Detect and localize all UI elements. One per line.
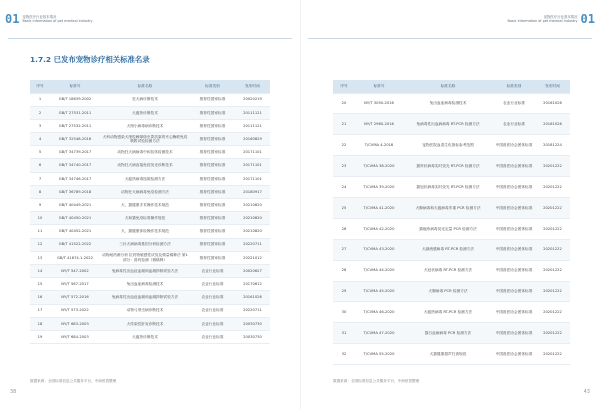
cell-index: 18	[30, 317, 50, 330]
cell-date: 20201222	[535, 323, 570, 344]
cell-standard-no: GB/T 34746-2017	[50, 172, 100, 185]
cell-date: 20171101	[235, 172, 270, 185]
page-number: 43	[583, 389, 590, 395]
cell-category: 推荐性国家标准	[190, 185, 235, 198]
col-header: 标准名称	[100, 80, 190, 93]
cell-date: 20221012	[235, 251, 270, 264]
cell-standard-no: T/CVMA 47-2020	[355, 323, 403, 344]
cell-standard-name: 犬、猫健康体检操作技术规范	[100, 225, 190, 238]
section-title: 1.7.2 已发布宠物诊疗相关标准名录	[30, 55, 150, 64]
cell-standard-name: 动物狂犬病直接免疫荧光诊断技术	[100, 159, 190, 172]
table-row	[333, 323, 570, 344]
cell-index: 2	[30, 106, 50, 119]
cell-standard-name: 犬瘟热病毒蚀斑检测方法	[100, 172, 190, 185]
cell-standard-no: T/CVMA 39-2020	[355, 177, 403, 198]
table-row	[333, 156, 570, 177]
table-row	[333, 197, 570, 218]
header-right	[505, 4, 595, 34]
table-row	[333, 93, 570, 114]
cell-standard-name: 三针犬病病毒基因分析检测方法	[100, 238, 190, 251]
cell-standard-no: NY/T 683-2003	[50, 317, 100, 330]
table-row	[333, 239, 570, 260]
cell-category: 农业行业标准	[190, 317, 235, 330]
cell-standard-name: 动物弓形虫病诊断技术	[100, 304, 190, 317]
cell-category: 中国兽医协会团体标准	[493, 344, 535, 365]
cell-standard-name: 犬传染性肝炎诊断技术	[100, 317, 190, 330]
table-row	[333, 260, 570, 281]
table-row	[30, 93, 270, 106]
cell-standard-no: T/CVMA 55-2020	[355, 344, 403, 365]
cell-index: 10	[30, 212, 50, 225]
cell-standard-no: T/CVMA 43-2020	[355, 239, 403, 260]
cell-date: 20181224	[535, 135, 570, 156]
cell-standard-name: 犬猫健康超声扫查规范	[403, 344, 493, 365]
cell-standard-name: 犬和猫免疫标准操作规范	[100, 212, 190, 225]
cell-date: 20161026	[535, 114, 570, 135]
cell-standard-no: T/CVMA 46-2020	[355, 302, 403, 323]
cell-standard-name: 狂犬病诊断技术	[100, 93, 190, 106]
col-header: 序号	[30, 80, 50, 93]
chapter-mark: 01	[580, 12, 595, 26]
cell-index: 17	[30, 304, 50, 317]
cell-standard-no: GB/T 27532-2011	[50, 119, 100, 132]
header-title-cn: 宠物医疗行业基本情况	[22, 14, 57, 19]
cell-standard-no: NY/T 572-2016	[50, 291, 100, 304]
col-header: 标准类别	[190, 80, 235, 93]
cell-index: 25	[333, 197, 355, 218]
cell-category: 中国兽医协会团体标准	[493, 323, 535, 344]
cell-standard-name: 犬、猫健康手术操作技术规范	[100, 199, 190, 212]
table-row	[30, 264, 270, 277]
table-row	[333, 344, 570, 365]
cell-standard-no: GB/T 40452-2021	[50, 225, 100, 238]
cell-index: 8	[30, 185, 50, 198]
cell-standard-name: 兔病毒性出血病病毒 RT-PCR 检测方法	[403, 114, 493, 135]
cell-index: 22	[333, 135, 355, 156]
cell-index: 20	[333, 93, 355, 114]
cell-standard-name: 猫白血病病毒 PCR 检测方法	[403, 323, 493, 344]
cell-standard-name: 犬副流感病毒 RT-PCR 检测方法	[403, 239, 493, 260]
table-row	[30, 251, 270, 264]
cell-date: 20201222	[535, 177, 570, 198]
col-header: 标准号	[50, 80, 100, 93]
col-header: 标准名称	[403, 80, 493, 93]
header-left	[5, 4, 95, 34]
header-title-cn: 宠物医疗行业基本情况	[543, 14, 578, 19]
header-title-en: Basic information of pet medical industry	[507, 19, 578, 23]
cell-category: 中国兽医协会团体标准	[493, 177, 535, 198]
table-row	[333, 114, 570, 135]
cell-standard-no: GB/T 41874.1-2022	[50, 251, 100, 264]
cell-category: 农业行业标准	[190, 304, 235, 317]
cell-standard-name: 兔病毒性出血症血凝和血凝抑制试验方法	[100, 264, 190, 277]
table-row	[30, 330, 270, 343]
cell-index: 16	[30, 291, 50, 304]
cell-standard-name: 犬科动物感染犬细粒棘球绦虫粪抗原的夹心酶联免疫吸附试验检测方法	[100, 133, 190, 146]
cell-category: 推荐性国家标准	[190, 119, 235, 132]
table-row	[333, 135, 570, 156]
cell-date: 20201222	[535, 260, 570, 281]
cell-date: 20160829	[235, 133, 270, 146]
cell-standard-no: GB/T 40450-2021	[50, 212, 100, 225]
standards-table-right	[333, 80, 570, 365]
cell-standard-no: GB/T 40449-2021	[50, 199, 100, 212]
cell-category: 推荐性国家标准	[190, 159, 235, 172]
cell-category: 中国兽医协会团体标准	[493, 197, 535, 218]
cell-category: 中国兽医协会团体标准	[493, 302, 535, 323]
col-header: 发布时间	[235, 80, 270, 93]
cell-standard-no: T/CVMA 41-2020	[355, 197, 403, 218]
table-row	[30, 317, 270, 330]
header-title-en: Basic information of pet medical industry	[22, 19, 93, 23]
cell-index: 30	[333, 302, 355, 323]
page-number: 38	[10, 389, 17, 395]
table-row	[30, 106, 270, 119]
chapter-mark: 01	[5, 12, 20, 26]
cell-category: 农业行业标准	[190, 291, 235, 304]
cell-standard-no: GB/T 32548-2016	[50, 133, 100, 146]
cell-standard-no: T/CVMA 45-2020	[355, 281, 403, 302]
cell-standard-name: 犬瘟热病毒 RT-PCR 检测方法	[403, 302, 493, 323]
cell-standard-no: NY/T 547-2002	[50, 264, 100, 277]
table-row	[333, 218, 570, 239]
cell-date: 20201222	[535, 197, 570, 218]
header-divider	[8, 38, 292, 39]
table-row	[30, 119, 270, 132]
cell-standard-no: NY/T 3050-2016	[355, 93, 403, 114]
cell-index: 13	[30, 251, 50, 264]
cell-category: 推荐性国家标准	[190, 172, 235, 185]
cell-index: 11	[30, 225, 50, 238]
cell-date: 20170612	[235, 278, 270, 291]
cell-standard-no: NY/T 2960-2016	[355, 114, 403, 135]
table-row	[333, 177, 570, 198]
cell-index: 5	[30, 146, 50, 159]
cell-standard-name: 动物狂犬病病毒免疫检测方法	[100, 185, 190, 198]
cell-date: 20030730	[235, 317, 270, 330]
col-header: 标准类别	[493, 80, 535, 93]
cell-index: 29	[333, 281, 355, 302]
table-row	[30, 172, 270, 185]
table-header-row	[333, 80, 570, 93]
cell-standard-name: 宠物医院血清生化指标参考范围	[403, 135, 493, 156]
cell-index: 1	[30, 93, 50, 106]
cell-standard-name: 犬细小病毒病诊断技术	[100, 119, 190, 132]
cell-category: 推荐性国家标准	[190, 133, 235, 146]
cell-category: 推荐性国家标准	[190, 212, 235, 225]
col-header: 序号	[333, 80, 355, 93]
table-row	[30, 304, 270, 317]
cell-index: 28	[333, 260, 355, 281]
cell-category: 农业行业标准	[190, 264, 235, 277]
cell-standard-name: 犬腺病毒 PCR 检测方法	[403, 281, 493, 302]
cell-index: 31	[333, 323, 355, 344]
table-header-row	[30, 80, 270, 93]
cell-category: 推荐性国家标准	[190, 106, 235, 119]
cell-index: 27	[333, 239, 355, 260]
cell-standard-name: 兔病毒性出血症血凝和血凝抑制试验方法	[100, 291, 190, 304]
cell-category: 推荐性国家标准	[190, 251, 235, 264]
cell-standard-no: T/CVMA 44-2020	[355, 260, 403, 281]
table-row	[30, 278, 270, 291]
cell-index: 12	[30, 238, 50, 251]
cell-standard-name: 犬腺病毒和犬瘟病毒多重 PCR 检测方法	[403, 197, 493, 218]
cell-date: 20210820	[235, 212, 270, 225]
cell-date: 20210820	[235, 225, 270, 238]
cell-standard-name: 兔出血症病毒检测技术	[403, 93, 493, 114]
table-row	[30, 238, 270, 251]
cell-standard-name: 犬冠状病毒 RT-PCR 检测方法	[403, 260, 493, 281]
cell-standard-no: GB/T 34739-2017	[50, 146, 100, 159]
cell-standard-no: T/CVMA 4-2018	[355, 135, 403, 156]
cell-date: 20111121	[235, 106, 270, 119]
cell-date: 20201222	[535, 218, 570, 239]
cell-category: 农业行业标准	[190, 278, 235, 291]
cell-index: 15	[30, 278, 50, 291]
cell-index: 4	[30, 133, 50, 146]
cell-date: 20201222	[535, 156, 570, 177]
cell-standard-no: NY/T 573-2022	[50, 304, 100, 317]
header-text	[22, 15, 92, 24]
cell-standard-no: GB/T 41522-2022	[50, 238, 100, 251]
table-row	[30, 199, 270, 212]
table-row	[30, 212, 270, 225]
cell-standard-no: NY/T 684-2003	[50, 330, 100, 343]
cell-category: 中国兽医协会团体标准	[493, 239, 535, 260]
cell-category: 中国兽医协会团体标准	[493, 218, 535, 239]
cell-date: 20201222	[535, 239, 570, 260]
cell-standard-name: 动物狂犬病病毒中和抗体检测技术	[100, 146, 190, 159]
header-text	[508, 15, 578, 24]
cell-date: 20210820	[235, 199, 270, 212]
table-row	[30, 291, 270, 304]
col-header: 发布时间	[535, 80, 570, 93]
table-row	[30, 225, 270, 238]
cell-category: 中国兽医协会团体标准	[493, 135, 535, 156]
cell-date: 20180917	[235, 185, 270, 198]
cell-date: 20111121	[235, 119, 270, 132]
cell-date: 20201222	[535, 302, 570, 323]
cell-date: 20030730	[235, 330, 270, 343]
cell-category: 推荐性国家标准	[190, 225, 235, 238]
cell-index: 19	[30, 330, 50, 343]
header-divider	[308, 38, 592, 39]
cell-category: 中国兽医协会团体标准	[493, 156, 535, 177]
cell-standard-name: 猫冠状病毒实时荧光 RT-PCR 检测方法	[403, 177, 493, 198]
cell-category: 推荐性国家标准	[190, 146, 235, 159]
cell-date: 20161026	[535, 93, 570, 114]
cell-index: 7	[30, 172, 50, 185]
cell-index: 14	[30, 264, 50, 277]
cell-category: 中国兽医协会团体标准	[493, 260, 535, 281]
page-gutter	[300, 0, 301, 409]
cell-date: 20201222	[535, 281, 570, 302]
standards-table-left	[30, 80, 270, 344]
cell-standard-no: T/CVMA 38-2020	[355, 156, 403, 177]
cell-category: 农业行业标准	[493, 93, 535, 114]
cell-standard-no: GB/T 36789-2018	[50, 185, 100, 198]
cell-index: 23	[333, 156, 355, 177]
cell-standard-no: GB/T 27531-2011	[50, 106, 100, 119]
table-row	[333, 302, 570, 323]
cell-index: 3	[30, 119, 50, 132]
cell-standard-name: 犬瘟热诊断技术	[100, 106, 190, 119]
cell-index: 9	[30, 199, 50, 212]
cell-standard-name: 猫杯状病毒实时荧光 RT-PCR 检测方法	[403, 156, 493, 177]
cell-category: 推荐性国家标准	[190, 93, 235, 106]
cell-standard-name: 猫疱疹病毒荧光定量 PCR 检测方法	[403, 218, 493, 239]
col-header: 标准号	[355, 80, 403, 93]
cell-category: 农业行业标准	[493, 114, 535, 135]
table-row	[333, 281, 570, 302]
cell-category: 推荐性国家标准	[190, 199, 235, 212]
cell-standard-no: NY/T 567-2017	[50, 278, 100, 291]
cell-category: 中国兽医协会团体标准	[493, 281, 535, 302]
cell-date: 20201222	[535, 344, 570, 365]
cell-date: 20020627	[235, 264, 270, 277]
cell-date: 20161026	[235, 291, 270, 304]
table-row	[30, 146, 270, 159]
cell-standard-no: T/CVMA 42-2020	[355, 218, 403, 239]
cell-standard-name: 犬瘟热诊断技术	[100, 330, 190, 343]
table-row	[30, 133, 270, 146]
cell-date: 20171101	[235, 146, 270, 159]
source-note: 数据来源：全国标准信息公共服务平台，中商恒普整理	[333, 379, 420, 383]
cell-standard-no: GB/T 18639-2002	[50, 93, 100, 106]
cell-date: 20220711	[235, 304, 270, 317]
table-row	[30, 185, 270, 198]
cell-index: 24	[333, 177, 355, 198]
cell-date: 20171101	[235, 159, 270, 172]
cell-category: 农业行业标准	[190, 330, 235, 343]
table-row	[30, 159, 270, 172]
cell-index: 6	[30, 159, 50, 172]
cell-standard-name: 兔出血症病毒检测技术	[100, 278, 190, 291]
cell-index: 32	[333, 344, 355, 365]
cell-index: 26	[333, 218, 355, 239]
source-note: 数据来源：全国标准信息公共服务平台，中商恒普整理	[30, 379, 117, 383]
cell-category: 推荐性国家标准	[190, 238, 235, 251]
cell-index: 21	[333, 114, 355, 135]
cell-standard-name: 动物耐药菌分析 抗药物敏感性试验及微量稀释法 第1部分：兽药检测（微稀释）	[100, 251, 190, 264]
cell-date: 20220711	[235, 238, 270, 251]
cell-standard-no: GB/T 34740-2017	[50, 159, 100, 172]
cell-date: 20020219	[235, 93, 270, 106]
